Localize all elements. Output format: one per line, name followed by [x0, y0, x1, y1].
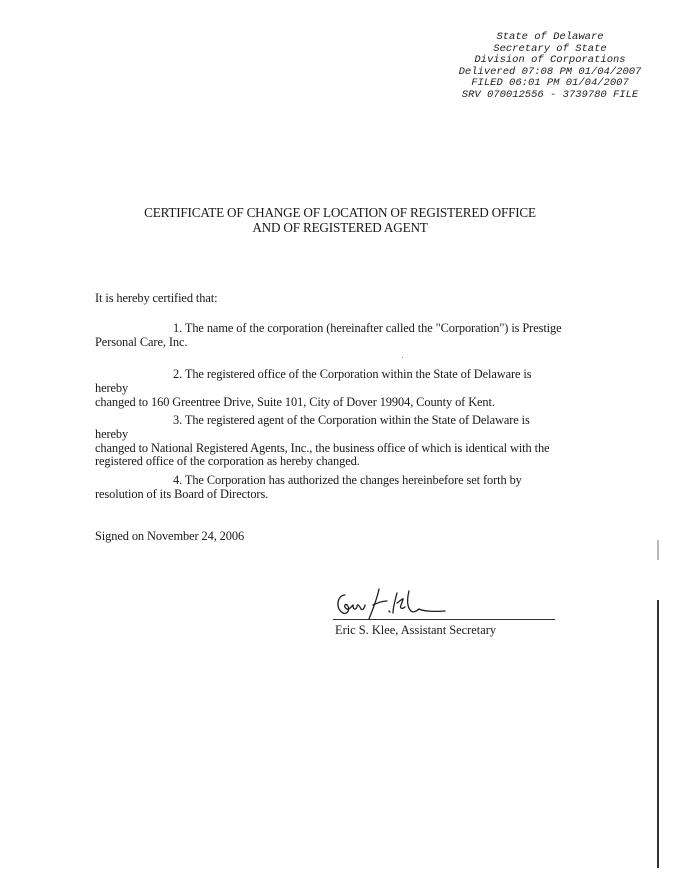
- paragraph-4-rest: resolution of its Board of Directors.: [95, 486, 269, 501]
- signature-line: [333, 619, 555, 620]
- stamp-secretary: Secretary of State: [493, 42, 607, 55]
- stamp-state: State of Delaware: [496, 31, 604, 43]
- stamp-srv: SRV 070012556 - 3739780 FILE: [461, 88, 639, 101]
- filing-stamp: [455, 32, 645, 102]
- title-line-1: CERTIFICATE OF CHANGE OF LOCATION OF REGISTERED OFFICE: [144, 205, 536, 220]
- paragraph-1-rest: Personal Care, Inc.: [95, 334, 188, 349]
- document-title: [100, 205, 580, 235]
- signed-date: Signed on November 24, 2006: [95, 529, 245, 543]
- paragraph-2-rest: changed to 160 Greentree Drive, Suite 101, City of Dover 19904, County of Kent.: [95, 394, 495, 409]
- paragraph-2: [95, 368, 565, 409]
- scan-speck: [402, 357, 403, 358]
- stamp-filed: FILED 06:01 PM 01/04/2007: [471, 77, 629, 90]
- signature-block: [333, 585, 558, 637]
- scan-edge-mark: [657, 540, 659, 560]
- scan-edge-line: [657, 600, 659, 868]
- paragraph-3: [95, 414, 565, 469]
- paragraph-1-line-1: 1. The name of the corporation (hereinafter called the "Corporation") is Prestige: [173, 321, 562, 335]
- stamp-division: Division of Corporations: [474, 54, 626, 67]
- intro-text: It is hereby certified that:: [95, 291, 218, 305]
- handwritten-signature: [333, 585, 453, 621]
- paragraph-4: [95, 474, 565, 502]
- signer-name: Eric S. Klee, Assistant Secretary: [335, 623, 497, 637]
- paragraph-3-rest: changed to National Registered Agents, Inc., the business office of which is identical with the registered office of the corporation as hereby changed.: [95, 440, 550, 469]
- paragraph-1: [95, 322, 565, 350]
- stamp-delivered: Delivered 07:08 PM 01/04/2007: [458, 65, 642, 78]
- title-line-2: AND OF REGISTERED AGENT: [252, 220, 428, 235]
- paragraph-3-line-1: 3. The registered agent of the Corporation within the State of Delaware is hereby: [95, 413, 530, 441]
- paragraph-4-line-1: 4. The Corporation has authorized the changes hereinbefore set forth by: [173, 473, 522, 487]
- paragraph-2-line-1: 2. The registered office of the Corporation within the State of Delaware is hereby: [95, 367, 532, 395]
